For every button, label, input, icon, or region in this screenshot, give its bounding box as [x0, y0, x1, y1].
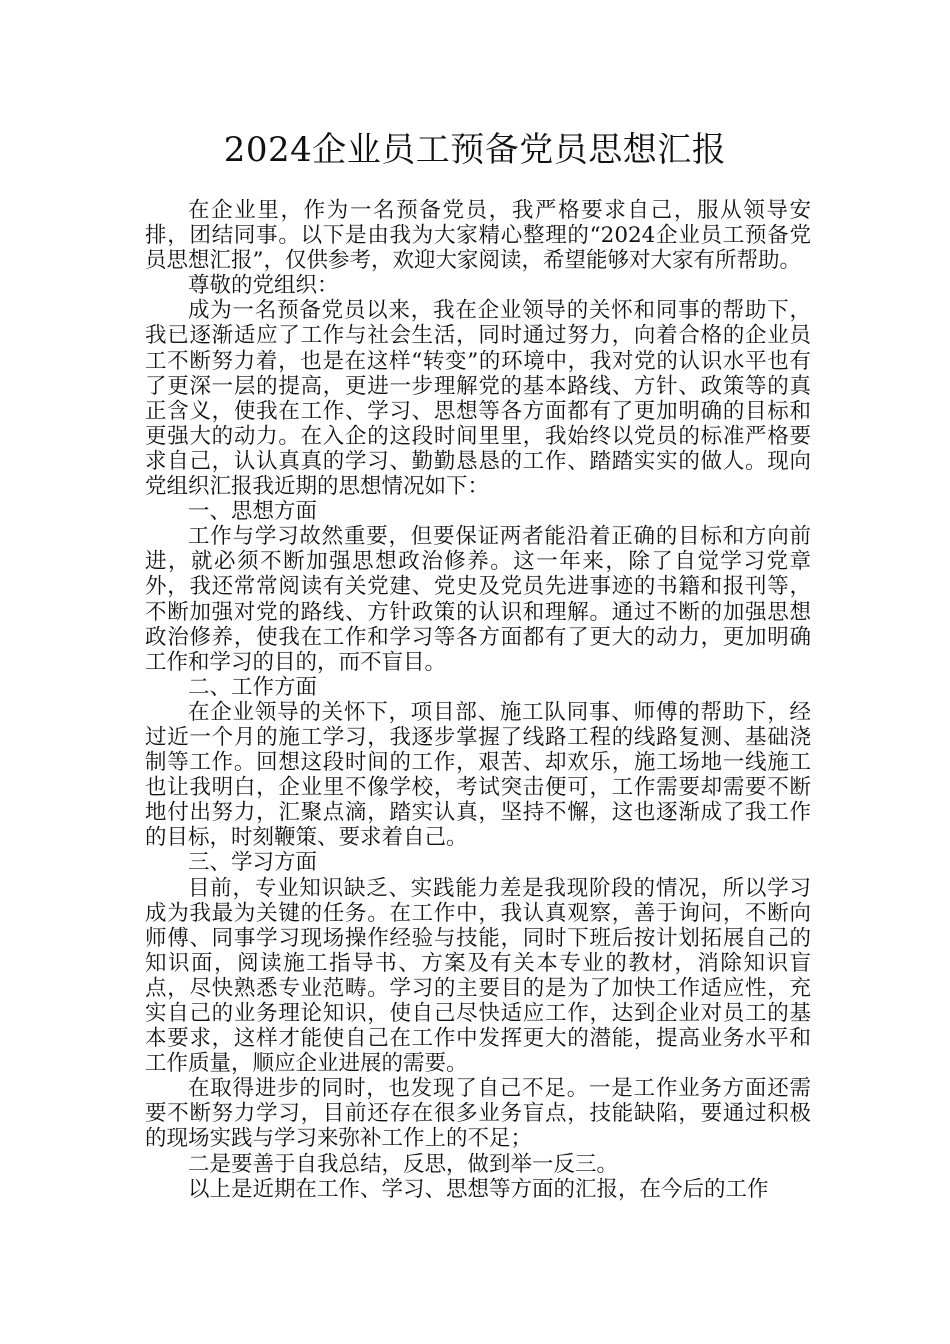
- body-paragraph: 工作与学习故然重要，但要保证两者能沿着正确的目标和方向前进，就必须不断加强思想政治修养。这一年来，除了自觉学习党章外，我还常常阅读有关党建、党史及党员先进事迹的书籍和报刊等，不断加强对党的路线、方针政策的认识和理解。通过不断的加强思想政治修养，使我在工作和学习等各方面都有了更大的动力，更加明确工作和学习的目的，而不盲目。: [145, 524, 811, 675]
- body-paragraph: 目前，专业知识缺乏、实践能力差是我现阶段的情况，所以学习成为我最为关键的任务。在工作中，我认真观察，善于询问，不断向师傅、同事学习现场操作经验与技能，同时下班后按计划拓展自己的知识面，阅读施工指导书、方案及有关本专业的教材，消除知识盲点，尽快熟悉专业范畴。学习的主要目的是为了加快工作适应性，充实自己的业务理论知识，使自己尽快适应工作，达到企业对员工的基本要求，这样才能使自己在工作中发挥更大的潜能，提高业务水平和工作质量，顺应企业进展的需要。: [145, 875, 811, 1077]
- body-paragraph: 二是要善于自我总结，反思，做到举一反三。: [188, 1151, 619, 1177]
- section-heading: 二、工作方面: [188, 674, 318, 700]
- body-paragraph: 成为一名预备党员以来，我在企业领导的关怀和同事的帮助下，我已逐渐适应了工作与社会生活，同时通过努力，向着合格的企业员工不断努力着，也是在这样“转变”的环境中，我对党的认识水平也有了更深一层的提高，更进一步理解党的基本路线、方针、政策等的真正含义，使我在工作、学习、思想等各方面都有了更加明确的目标和更强大的动力。在入企的这段时间里里，我始终以党员的标准严格要求自己，认认真真的学习、勤勤恳恳的工作、踏踏实实的做人。现向党组织汇报我近期的思想情况如下：: [145, 298, 811, 500]
- document-body: [145, 198, 811, 1202]
- body-paragraph: 在企业领导的关怀下，项目部、施工队同事、师傅的帮助下，经过近一个月的施工学习，我逐步掌握了线路工程的线路复测、基础浇制等工作。回想这段时间的工作，艰苦、却欢乐，施工场地一线施工也让我明白，企业里不像学校，考试突击便可，工作需要却需要不断地付出努力，汇聚点滴，踏实认真，坚持不懈，这也逐渐成了我工作的目标，时刻鞭策、要求着自己。: [145, 699, 811, 851]
- body-paragraph: 在取得进步的同时，也发现了自己不足。一是工作业务方面还需要不断努力学习，目前还存在很多业务盲点，技能缺陷，要通过积极的现场实践与学习来弥补工作上的不足；: [145, 1076, 811, 1152]
- document-title: 2024企业员工预备党员思想汇报: [223, 130, 727, 170]
- body-paragraph: 以上是近期在工作、学习、思想等方面的汇报，在今后的工作: [188, 1176, 769, 1202]
- intro-paragraph: 在企业里，作为一名预备党员，我严格要求自己，服从领导安排，团结同事。以下是由我为大家精心整理的“2024企业员工预备党员思想汇报”，仅供参考，欢迎大家阅读，希望能够对大家有所帮助。: [145, 198, 811, 274]
- salutation: 尊敬的党组织：: [188, 273, 339, 299]
- section-heading: 三、学习方面: [188, 850, 318, 876]
- section-heading: 一、思想方面: [188, 499, 318, 525]
